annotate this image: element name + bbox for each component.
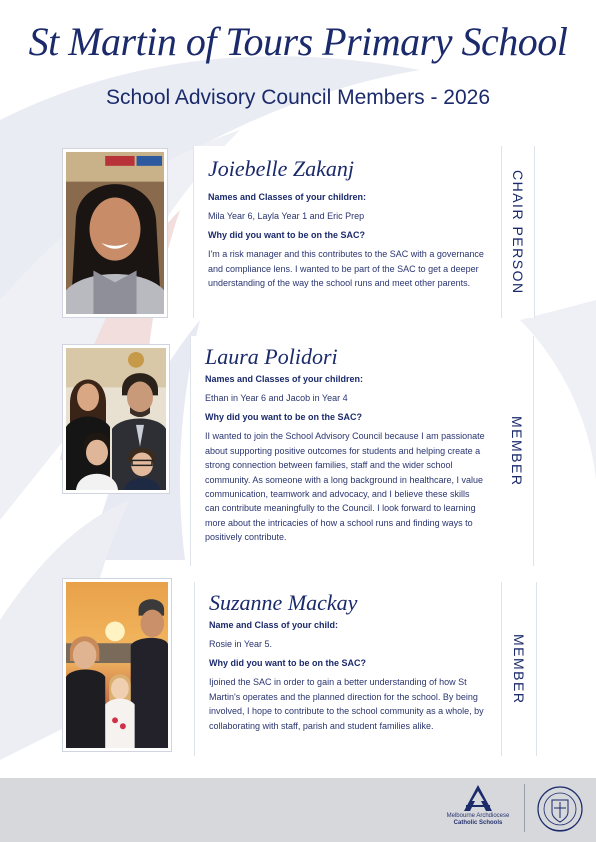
member-card-suzanne bbox=[194, 582, 500, 756]
page-title: St Martin of Tours Primary School bbox=[28, 19, 568, 64]
children-question: Names and Classes of your children: bbox=[208, 192, 367, 202]
member-name: Suzanne Mackay bbox=[209, 590, 358, 615]
why-answer: II wanted to join the School Advisory Council because I am passionate about supporting positive outcomes for students and helping create a strong connection between families, staff and the wider school community. As someone with a long background in healthcare, I value communication, teamwork and advocacy, and I believe these skills can contribute meaningfully to the Council. I look forward to learning more about the intricacies of how a school runs and finding ways to positively contribute. bbox=[205, 431, 485, 543]
member-card-joiebelle bbox=[193, 146, 501, 318]
children-answer: Rosie in Year 5. bbox=[209, 639, 273, 649]
footer-divider bbox=[524, 784, 525, 832]
school-crest-icon bbox=[536, 784, 584, 834]
children-answer: Ethan in Year 6 and Jacob in Year 4 bbox=[205, 393, 348, 403]
children-question: Names and Classes of your children: bbox=[205, 374, 364, 384]
member-photo-laura bbox=[62, 344, 170, 494]
member-role-joiebelle bbox=[501, 146, 535, 318]
footer bbox=[0, 778, 596, 842]
member-card-laura bbox=[190, 336, 500, 566]
children-answer: Mila Year 6, Layla Year 1 and Eric Prep bbox=[208, 211, 365, 221]
macs-mark-icon bbox=[458, 783, 498, 813]
role-label: CHAIR PERSON bbox=[510, 169, 526, 295]
page-subtitle: School Advisory Council Members - 2026 bbox=[105, 86, 490, 109]
member-photo-suzanne bbox=[62, 578, 172, 752]
role-label: MEMBER bbox=[509, 415, 525, 487]
why-question: Why did you want to be on the SAC? bbox=[209, 658, 366, 669]
why-answer: I'm a risk manager and this contributes to the SAC with a governance and compliance lens. I wanted to be part of the SAC to get a deeper understanding of the way the school runs and meet other parents. bbox=[208, 249, 484, 289]
why-question: Why did you want to be on the SAC? bbox=[208, 230, 365, 241]
member-role-laura bbox=[501, 336, 534, 566]
macs-label-line1: Melbourne Archdiocese bbox=[446, 813, 510, 819]
role-label: MEMBER bbox=[511, 633, 527, 705]
member-name: Laura Polidori bbox=[205, 344, 338, 369]
children-question: Name and Class of your child: bbox=[209, 620, 339, 630]
member-name: Joiebelle Zakanj bbox=[208, 156, 355, 181]
why-question: Why did you want to be on the SAC? bbox=[205, 412, 362, 423]
macs-label-line2: Catholic Schools bbox=[453, 820, 503, 826]
macs-logo bbox=[440, 783, 516, 827]
member-photo-joiebelle bbox=[62, 148, 168, 318]
member-role-suzanne bbox=[501, 582, 537, 756]
why-answer: Ijoined the SAC in order to gain a better understanding of how St Martin's operates and the planned direction for the school. By being involved, I hope to contribute to the school community as a whole, by collaborating with staff, parish and student families alike. bbox=[209, 677, 484, 731]
